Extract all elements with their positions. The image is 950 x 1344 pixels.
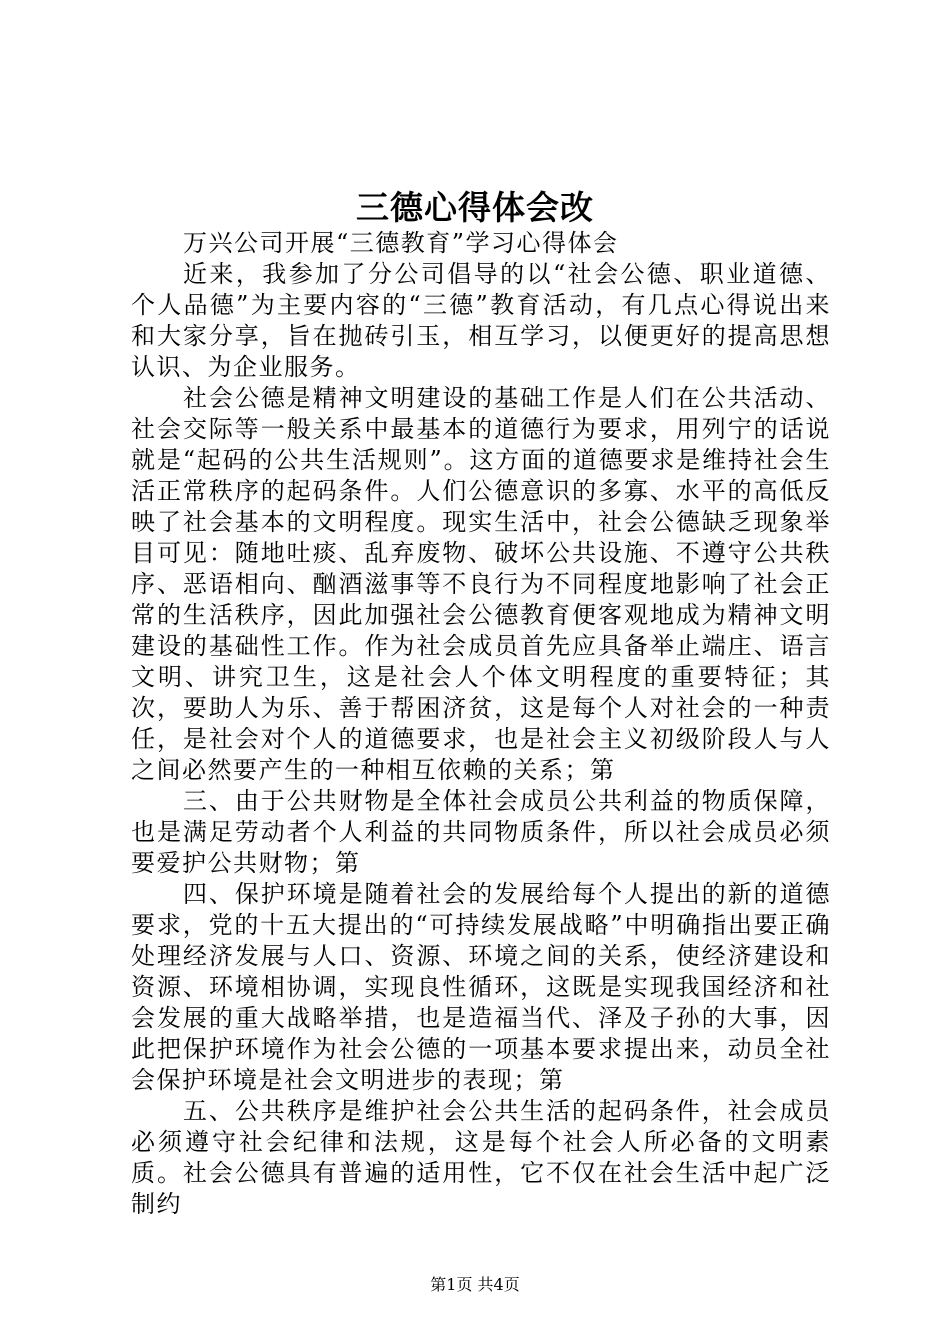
document-body xyxy=(131,228,831,1220)
page-footer: 第1页 共4页 xyxy=(430,1275,520,1294)
paragraph-intro: 近来，我参加了分公司倡导的以“社会公德、职业道德、个人品德”为主要内容的“三德”教育活动，有几点心得说出来和大家分享，旨在抛砖引玉，相互学习，以便更好的提高思想认识、为企业服务。 xyxy=(131,260,831,381)
paragraph-social-morality: 社会公德是精神文明建设的基础工作是人们在公共活动、社会交际等一般关系中最基本的道德行为要求，用列宁的话说就是“起码的公共生活规则”。这方面的道德要求是维持社会生活正常秩序的起码条件。人们公德意识的多寡、水平的高低反映了社会基本的文明程度。现实生活中，社会公德缺乏现象举目可见：随地吐痰、乱弃废物、破坏公共设施、不遵守公共秩序、恶语相向、酗酒滋事等不良行为不同程度地影响了社会正常的生活秩序，因此加强社会公德教育便客观地成为精神文明建设的基础性工作。作为社会成员首先应具备举止端庄、语言文明、讲究卫生，这是社会人个体文明程度的重要特征；其次，要助人为乐、善于帮困济贫，这是每个人对社会的一种责任，是社会对个人的道德要求，也是社会主义初级阶段人与人之间必然要产生的一种相互依赖的关系；第 xyxy=(131,384,831,784)
document-title: 三德心得体会改 xyxy=(356,188,594,227)
paragraph-fourth: 四、保护环境是随着社会的发展给每个人提出的新的道德要求，党的十五大提出的“可持续发展战略”中明确指出要正确处理经济发展与人口、资源、环境之间的关系，使经济建设和资源、环境相协调，实现良性循环，这既是实现我国经济和社会发展的重大战略举措，也是造福当代、泽及子孙的大事，因此把保护环境作为社会公德的一项基本要求提出来，动员全社会保护环境是社会文明进步的表现；第 xyxy=(131,880,831,1094)
paragraph-third: 三、由于公共财物是全体社会成员公共利益的物质保障，也是满足劳动者个人利益的共同物质条件，所以社会成员必须要爱护公共财物；第 xyxy=(131,787,831,877)
paragraph-fifth: 五、公共秩序是维护社会公共生活的起码条件，社会成员必须遵守社会纪律和法规，这是每个社会人所必备的文明素质。社会公德具有普遍的适用性，它不仅在社会生活中起广泛制约 xyxy=(131,1097,831,1218)
paragraph-subtitle: 万兴公司开展“三德教育”学习心得体会 xyxy=(183,229,619,257)
